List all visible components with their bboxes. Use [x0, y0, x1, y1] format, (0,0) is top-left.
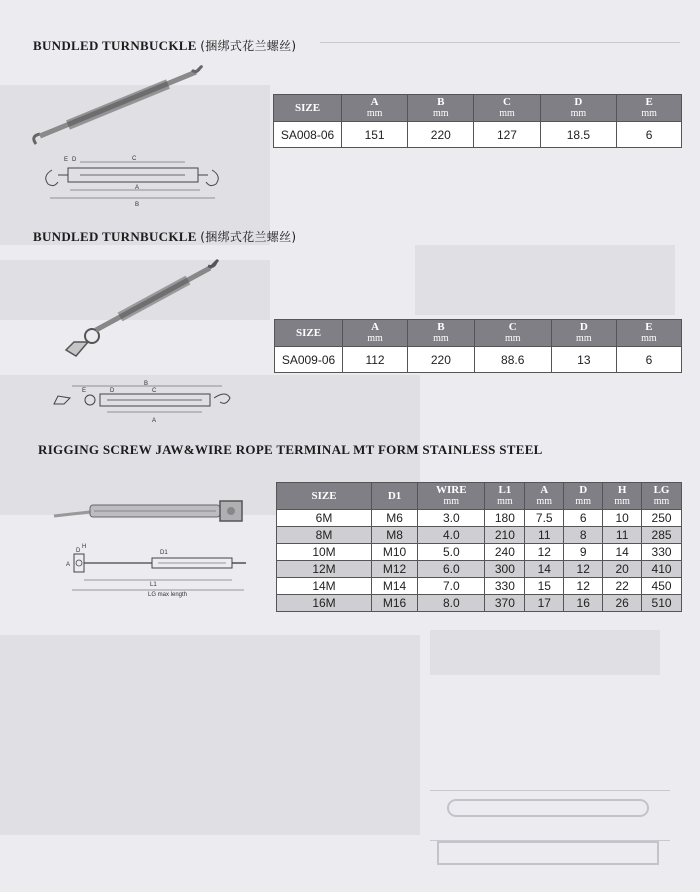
- bleed-through-block: [415, 245, 675, 315]
- table-cell: 285: [642, 527, 682, 544]
- table-cell: 6: [617, 122, 682, 148]
- section-title-text: BUNDLED TURNBUCKLE: [33, 38, 197, 53]
- table-cell: 12: [564, 578, 603, 595]
- rigging-screw-photo: [50, 490, 250, 530]
- table-cell: 220: [408, 347, 475, 373]
- table-cell: M10: [372, 544, 418, 561]
- table-row: [277, 595, 682, 612]
- table-row: [275, 347, 682, 373]
- table-cell: 370: [485, 595, 525, 612]
- dim-label-e: E: [82, 388, 87, 394]
- col-header: SIZE: [275, 320, 343, 347]
- rigging-screw-drawing: [48, 536, 248, 598]
- table-cell: 6M: [277, 510, 372, 527]
- table-cell: 11: [525, 527, 564, 544]
- col-header: D mm: [540, 95, 617, 122]
- dim-label-a: A: [152, 418, 157, 424]
- table-cell: 6: [564, 510, 603, 527]
- table-cell: 15: [525, 578, 564, 595]
- col-header: SIZE: [277, 483, 372, 510]
- table-cell: 112: [343, 347, 408, 373]
- table-cell: 12: [525, 544, 564, 561]
- table-row: [274, 122, 682, 148]
- spec-table: [273, 94, 682, 148]
- dim-label-a: A: [66, 562, 71, 568]
- table-cell: 9: [564, 544, 603, 561]
- table-cell: 330: [642, 544, 682, 561]
- table-header-row: [275, 320, 682, 347]
- col-header: L1 mm: [485, 483, 525, 510]
- table-row: [277, 510, 682, 527]
- section-title: [33, 228, 296, 245]
- table-cell: 16M: [277, 595, 372, 612]
- col-header: A mm: [342, 95, 408, 122]
- turnbuckle-drawing: [40, 150, 225, 208]
- col-header: A mm: [343, 320, 408, 347]
- table-cell: 410: [642, 561, 682, 578]
- table-cell: 151: [342, 122, 408, 148]
- table-cell: 17: [525, 595, 564, 612]
- section-title-text: BUNDLED TURNBUCKLE: [33, 229, 197, 244]
- table-cell: 11: [603, 527, 642, 544]
- section-title-cn: (捆绑式花兰螺丝): [200, 230, 297, 244]
- table-cell: M12: [372, 561, 418, 578]
- table-cell: 6: [616, 347, 681, 373]
- table-cell: 16: [564, 595, 603, 612]
- section-title-cn: (捆绑式花兰螺丝): [200, 39, 297, 53]
- table-row: [277, 544, 682, 561]
- table-cell: M14: [372, 578, 418, 595]
- table-cell: 4.0: [418, 527, 485, 544]
- table-cell: 210: [485, 527, 525, 544]
- turnbuckle-photo: [28, 62, 208, 152]
- table-cell: 3.0: [418, 510, 485, 527]
- table-row: [277, 561, 682, 578]
- col-header: H mm: [603, 483, 642, 510]
- table-cell: 240: [485, 544, 525, 561]
- table-cell: 330: [485, 578, 525, 595]
- bleed-through-block: [430, 630, 660, 675]
- dim-label-e: E: [64, 157, 69, 163]
- dim-label-h: H: [82, 544, 87, 550]
- table-cell: 127: [474, 122, 540, 148]
- table-header-row: [274, 95, 682, 122]
- table-cell: 26: [603, 595, 642, 612]
- table-cell: 7.5: [525, 510, 564, 527]
- turnbuckle-drawing: [52, 378, 242, 428]
- table-cell: 20: [603, 561, 642, 578]
- col-header: B mm: [408, 95, 474, 122]
- table-cell: 12: [564, 561, 603, 578]
- col-header: D mm: [564, 483, 603, 510]
- table-row: [277, 527, 682, 544]
- table-cell: M6: [372, 510, 418, 527]
- table-cell: M16: [372, 595, 418, 612]
- col-header: D1: [372, 483, 418, 510]
- table-cell: 6.0: [418, 561, 485, 578]
- dim-label-a: A: [135, 185, 140, 191]
- table-cell: 10M: [277, 544, 372, 561]
- col-header: LG mm: [642, 483, 682, 510]
- table-cell: 7.0: [418, 578, 485, 595]
- col-header: C mm: [474, 320, 551, 347]
- table-cell: 14: [525, 561, 564, 578]
- spec-table: [276, 482, 682, 612]
- table-cell: 8: [564, 527, 603, 544]
- col-header: E mm: [616, 320, 681, 347]
- col-header: WIRE mm: [418, 483, 485, 510]
- dim-label-lg: LG max length: [148, 592, 188, 598]
- col-header: C mm: [474, 95, 540, 122]
- table-cell: 220: [408, 122, 474, 148]
- table-cell: 250: [642, 510, 682, 527]
- table-cell: M8: [372, 527, 418, 544]
- table-cell: 18.5: [540, 122, 617, 148]
- dim-label-c: C: [132, 156, 137, 162]
- table-cell: 13: [551, 347, 616, 373]
- table-cell: 8M: [277, 527, 372, 544]
- table-cell: SA008-06: [274, 122, 342, 148]
- table-cell: 510: [642, 595, 682, 612]
- section-title: [38, 442, 543, 458]
- table-cell: 14: [603, 544, 642, 561]
- table-row: [277, 578, 682, 595]
- dim-label-d: D: [76, 548, 81, 554]
- col-header: D mm: [551, 320, 616, 347]
- section-title: [33, 37, 296, 54]
- dim-label-d: D: [110, 388, 115, 394]
- turnbuckle-photo: [60, 250, 230, 360]
- section-title-text: RIGGING SCREW JAW&WIRE ROPE TERMINAL MT FORM STAINLESS STEEL: [38, 442, 543, 457]
- table-cell: 450: [642, 578, 682, 595]
- table-cell: 22: [603, 578, 642, 595]
- table-cell: 14M: [277, 578, 372, 595]
- col-header: A mm: [525, 483, 564, 510]
- dim-label-d: D: [72, 157, 77, 163]
- table-cell: 88.6: [474, 347, 551, 373]
- bleed-through-drawing: [428, 790, 668, 880]
- col-header: SIZE: [274, 95, 342, 122]
- table-cell: 5.0: [418, 544, 485, 561]
- table-header-row: [277, 483, 682, 510]
- table-cell: 300: [485, 561, 525, 578]
- col-header: B mm: [408, 320, 475, 347]
- spec-table: [274, 319, 682, 373]
- table-cell: 8.0: [418, 595, 485, 612]
- dim-label-c: C: [152, 388, 157, 394]
- table-cell: 10: [603, 510, 642, 527]
- table-cell: 12M: [277, 561, 372, 578]
- bleed-through-line: [320, 42, 680, 43]
- col-header: E mm: [617, 95, 682, 122]
- table-cell: 180: [485, 510, 525, 527]
- dim-label-b: B: [144, 381, 149, 387]
- dim-label-l1: L1: [150, 582, 157, 588]
- bleed-through-block: [0, 635, 420, 835]
- table-cell: SA009-06: [275, 347, 343, 373]
- dim-label-d1: D1: [160, 550, 168, 556]
- dim-label-b: B: [135, 202, 140, 208]
